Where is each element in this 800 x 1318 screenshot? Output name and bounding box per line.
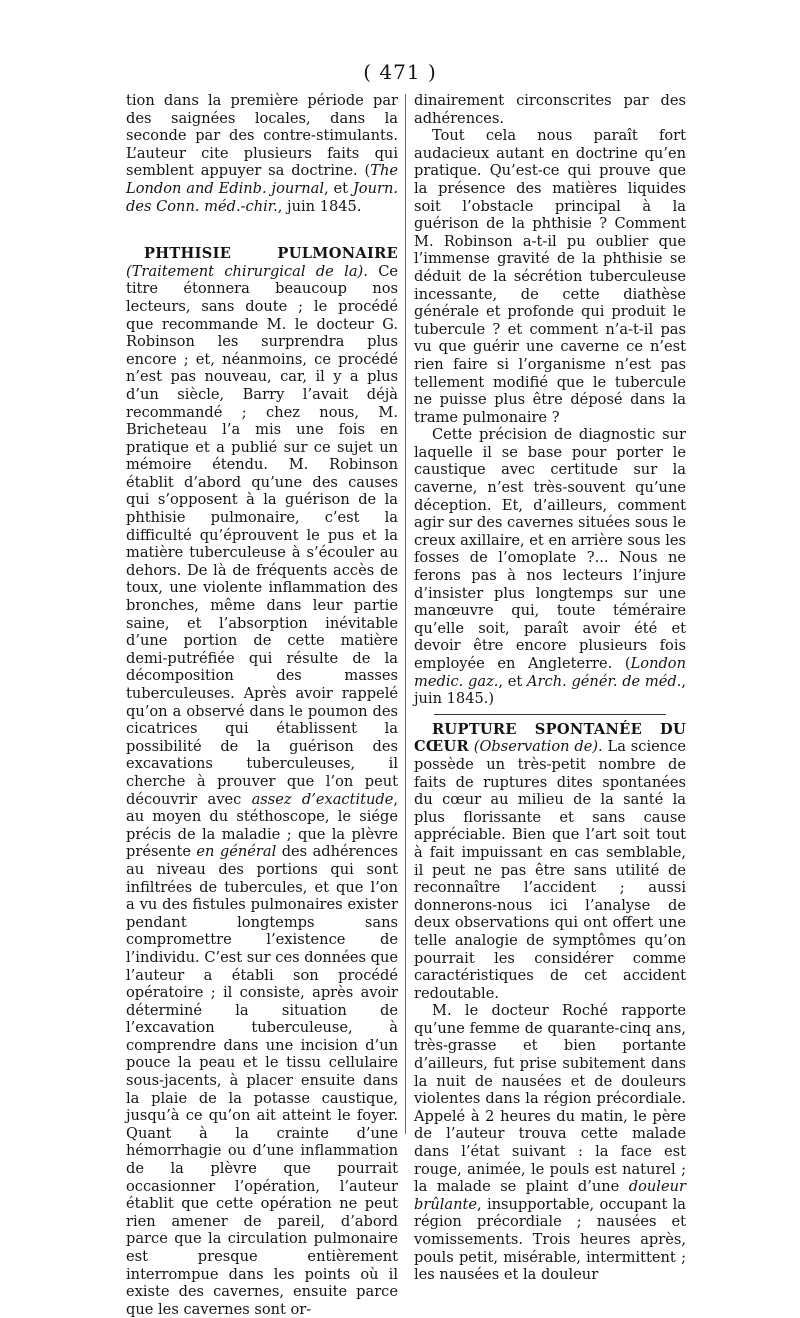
- section-rupture: RUPTURE SPONTANÉE DU CŒUR (Observation de). La science possède un très-petit nombre de faits de ruptures dites spontanées du cœur au milieu de la santé la plus florissante et sans cause appréciable. Bien que l’art soit tout à fait impuissant en cas semblable, il peut ne pas être sans utilité de reconnaître l’accident ; aussi donnerons-nous ici l’analyse de deux observations qui ont offert une telle analogie de symptômes qu’on pourrait les considérer comme caractéristiques de cet accident redoutable.: [414, 720, 686, 1002]
- page-number: ( 471 ): [363, 60, 437, 84]
- section-subtitle: (Traitement chirurgical de la).: [126, 262, 368, 280]
- column-divider: [405, 94, 406, 1134]
- section-title: PHTHISIE PULMONAIRE: [144, 245, 398, 263]
- section-phthisie: PHTHISIE PULMONAIRE (Traitement chirurgical de la). Ce titre étonnera beaucoup nos lecteurs, sans doute ; le procédé que recommande M. le docteur G. Robinson les surprendra plus encore ; et, néanmoins, ce procédé n’est pas nouveau, car, il y a plus d’un siècle, Barry l’avait déjà recommandé ; chez nous, M. Bricheteau l’a mis une fois en pratique et a publié sur ce sujet un mémoire étendu. M. Robinson établit d’abord qu’une des causes qui s’opposent à la guérison de la phthisie pulmonaire, c’est la difficulté qu’éprouvent le pus et la matière tuberculeuse à s’écouler au dehors. De là de fréquents accès de toux, une violente inflammation des bronches, même dans leur partie saine, et l’absorption inévitable d’une portion de cette matière demi-putréfiée qui résulte de la décomposition des masses tuberculeuses. Après avoir rappelé qu’on a observé dans le poumon des cicatrices qui établissent la possibilité de la guérison des excavations tuberculeuses, il cherche à prouver que l’on peut découvrir avec assez d’exactitude, au moyen du stéthoscope, le siége précis de la maladie ; que la plèvre présente en général des adhérences au niveau des portions qui sont infiltrées de tubercules, et que l’on a vu des fistules pulmonaires exister pendant longtemps sans compromettre l’existence de l’individu. C’est sur ces données que l’auteur a établi son procédé opératoire ; il consiste, après avoir déterminé la situation de l’excavation tuberculeuse, à comprendre dans une incision d’un pouce la peau et le tissu cellulaire sous-jacents, à placer ensuite dans la plaie de la potasse caustique, jusqu’à ce qu’on ait atteint le foyer. Quant à la crainte d’une hémorrhagie ou d’une inflammation de la plèvre que pourrait occasionner l’opération, l’auteur établit que cette opération ne peut rien amener de pareil, d’abord parce que la circulation pulmonaire est presque entièrement interrompue dans les points où il existe des cavernes, ensuite parce que les cavernes sont or-: [126, 245, 399, 1318]
- section-subtitle: (Observation de).: [473, 738, 603, 756]
- paragraph: dinairement circonscrites par des adhérences.: [414, 92, 686, 127]
- right-column: [414, 92, 686, 1284]
- section-separator: [434, 714, 666, 715]
- paragraph: Cette précision de diagnostic sur laquelle il se base pour porter le caustique avec certitude sur la caverne, n’est très-souvent qu’une déception. Et, d’ailleurs, comment agir sur des cavernes situées sous le creux axillaire, et en arrière sous les fosses de l’omoplate ?... Nous ne ferons pas à nos lecteurs l’injure d’insister plus longtemps sur une manœuvre qui, toute téméraire qu’elle soit, paraît avoir été et devoir être encore plusieurs fois employée en Angleterre. (London medic. gaz., et Arch. génér. de méd., juin 1845.): [414, 426, 687, 708]
- section-title: RUPTURE SPONTANÉE DU CŒUR: [414, 720, 686, 756]
- left-column: [126, 92, 398, 1318]
- paragraph: M. le docteur Roché rapporte qu’une femme de quarante-cinq ans, très-grasse et bien portante d’ailleurs, fut prise subitement dans la nuit de nausées et de douleurs violentes dans la région précordiale. Appelé à 2 heures du matin, le père de l’auteur trouva cette malade dans l’état suivant : la face est rouge, animée, le pouls est naturel ; la malade se plaint d’une douleur brûlante, insupportable, occupant la région précordiale ; nausées et vomissements. Trois heures après, pouls petit, misérable, intermittent ; les nausées et la douleur: [414, 1002, 686, 1284]
- paragraph: Tout cela nous paraît fort audacieux autant en doctrine qu’en pratique. Qu’est-ce qui prouve que la présence des matières liquides soit l’obstacle principal à la guérison de la phthisie ? Comment M. Robinson a-t-il pu oublier que l’immense gravité de la phthisie se déduit de la sécrétion tuberculeuse incessante, de cette diathèse générale et profonde qui produit le tubercule ? et comment n’a-t-il pas vu que guérir une caverne ce n’est rien faire si l’organisme n’est pas tellement modifié que le tubercule ne puisse plus être déposé dans la trame pulmonaire ?: [414, 127, 686, 426]
- paragraph: tion dans la première période par des saignées locales, dans la seconde par des contre-stimulants. L’auteur cite plusieurs faits qui semblent appuyer sa doctrine. (The London and Edinb. journal, et Journ. des Conn. méd.-chir., juin 1845.: [126, 92, 398, 215]
